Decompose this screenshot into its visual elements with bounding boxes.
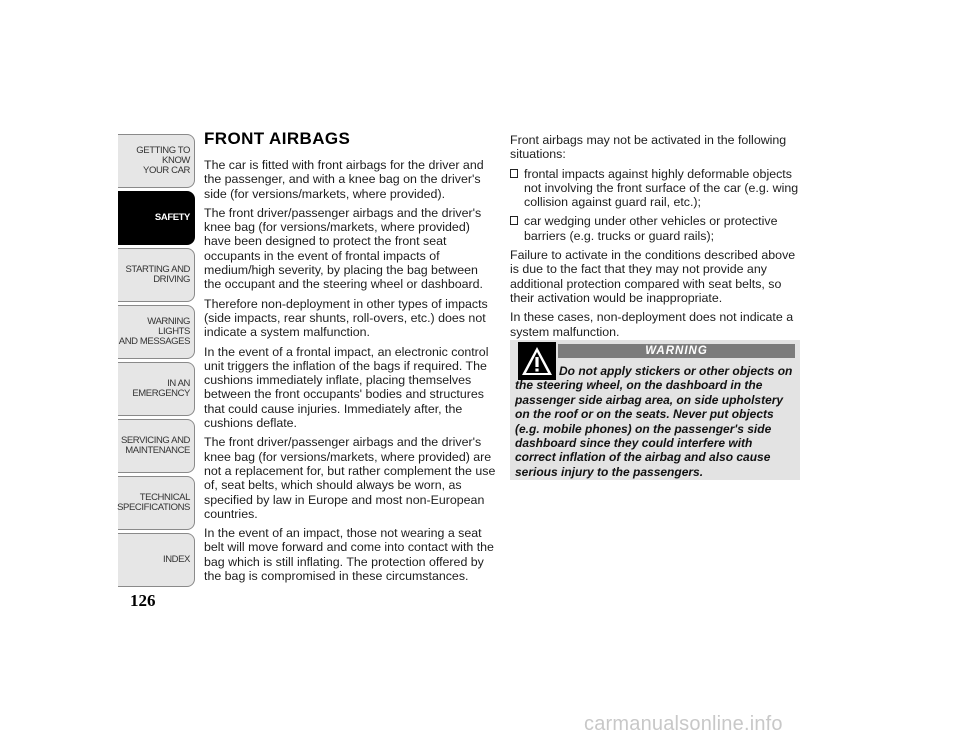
list-item-text: car wedging under other vehicles or protective barriers (e.g. trucks or guard rails);: [524, 214, 778, 243]
paragraph: In the event of an impact, those not wearing a seat belt will move forward and come into contact with the bag which is still inflating. The protection offered by the bag is compromised in these circumstances.: [204, 526, 494, 584]
paragraph: Failure to activate in the conditions described above is due to the fact that they may not provide any additional protection compared with seat belts, so their activation would be inappropriate.: [510, 248, 796, 305]
tab-getting-to-know-your-car[interactable]: GETTING TO KNOW YOUR CAR: [118, 134, 195, 188]
list-item: [510, 167, 802, 210]
tab-technical-specifications[interactable]: TECHNICAL SPECIFICATIONS: [118, 476, 195, 530]
tab-servicing-and-maintenance[interactable]: SERVICING AND MAINTENANCE: [118, 419, 195, 473]
tab-warning-lights-and-messages[interactable]: WARNING LIGHTS AND MESSAGES: [118, 305, 195, 359]
right-column: [510, 133, 802, 344]
list-item: [510, 214, 802, 243]
paragraph: In the event of a frontal impact, an electronic control unit triggers the inflation of the bags if required. The cushions immediately inflate, placing themselves between the front occupants' bodies and structures that could cause injuries. Immediately after, the cushions deflate.: [204, 344, 489, 431]
warning-header: WARNING: [558, 344, 795, 358]
paragraph: The front driver/passenger airbags and the driver's knee bag (for versions/markets, where provided) are not a replacement for, but rather complement the use of, seat belts, which should always be worn, as specified by law in Europe and most non-European countries.: [204, 435, 496, 521]
checkbox-bullet-icon: [510, 169, 518, 178]
watermark: carmanualsonline.info: [584, 713, 783, 735]
chapter-tabs: [118, 134, 195, 590]
paragraph: The car is fitted with front airbags for the driver and the passenger, and with a knee bag on the driver's side (for versions/markets, where provided).: [204, 158, 484, 201]
paragraph: In these cases, non-deployment does not indicate a system malfunction.: [510, 310, 794, 339]
tab-index[interactable]: INDEX: [118, 533, 195, 587]
tab-in-an-emergency[interactable]: IN AN EMERGENCY: [118, 362, 195, 416]
warning-box: [510, 340, 800, 480]
page-number: 126: [130, 591, 156, 610]
warning-text: Do not apply stickers or other objects on the steering wheel, on the dashboard in the passenger side airbag area, on side upholstery on the roof or on the seats. Never put objects (e.g. mobile phones) on the passenger's side dashboard since they could interfere with correct inflation of the airbag and also cause serious injury to the passengers.: [515, 364, 793, 479]
section-title: FRONT AIRBAGS: [204, 129, 351, 148]
left-column: [204, 130, 496, 588]
paragraph: The front driver/passenger airbags and the driver's knee bag (for versions/markets, where provided) have been designed to protect the front seat occupants in the event of frontal impacts of medium/high severity, by placing the bag between the occupant and the steering wheel or dashboard.: [204, 205, 483, 292]
paragraph: Front airbags may not be activated in the following situations:: [510, 133, 787, 162]
list-item-text: frontal impacts against highly deformable objects not involving the front surface of the car (e.g. wing collision against guard rail, etc.);: [524, 166, 799, 210]
paragraph: Therefore non-deployment in other types of impacts (side impacts, rear shunts, roll-overs, etc.) does not indicate a system malfunction.: [204, 296, 488, 340]
tab-starting-and-driving[interactable]: STARTING AND DRIVING: [118, 248, 195, 302]
tab-safety[interactable]: SAFETY: [118, 191, 195, 245]
checkbox-bullet-icon: [510, 216, 518, 225]
